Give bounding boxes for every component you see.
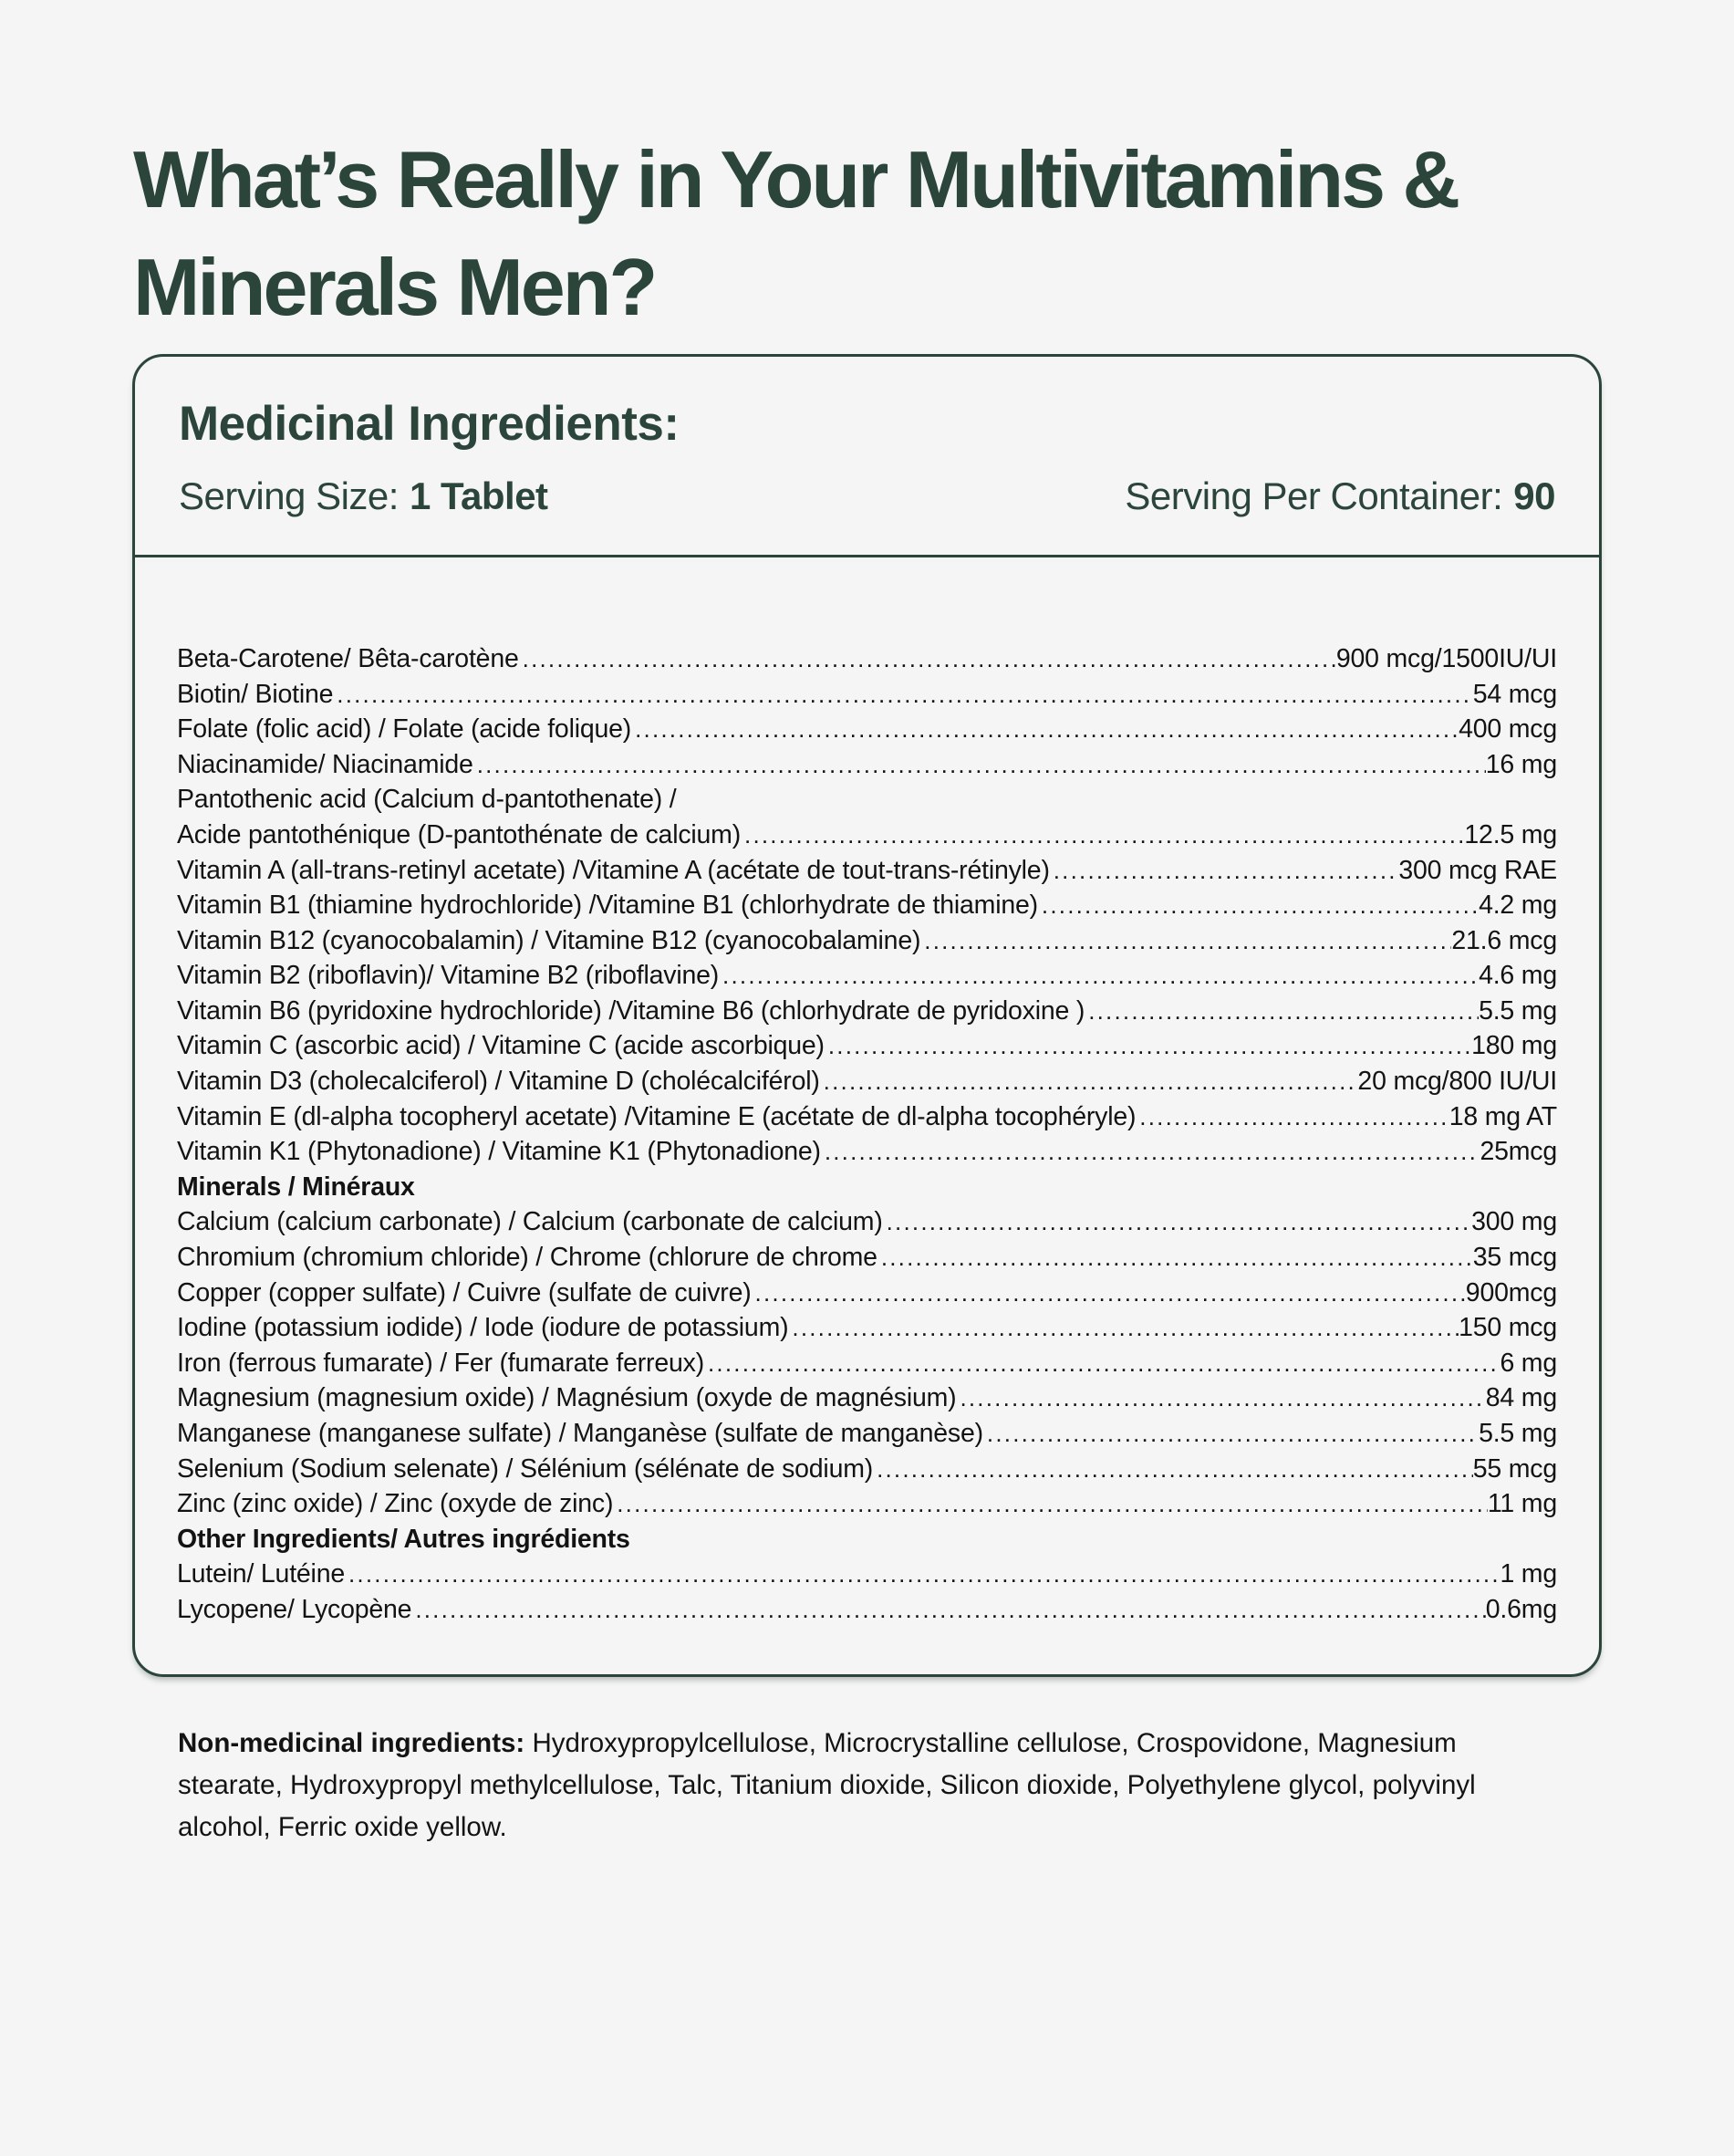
ingredient-row (177, 958, 1557, 994)
ingredient-row (177, 853, 1557, 889)
dot-leader (345, 1557, 1500, 1592)
ingredient-label: Pantothenic acid (Calcium d-pantothenate) / (177, 785, 677, 815)
dot-leader (877, 1240, 1473, 1276)
ingredient-label: Vitamin A (all-trans-retinyl acetate) /Vitamine A (acétate de tout-trans-rétinyle) (177, 855, 1050, 885)
dot-leader (920, 923, 1451, 959)
ingredient-row (177, 923, 1557, 959)
ingredient-label: Other Ingredients/ Autres ingrédients (177, 1524, 630, 1554)
dot-leader (820, 1064, 1358, 1099)
ingredient-value: 18 mg AT (1448, 1101, 1557, 1131)
ingredient-value: 180 mg (1471, 1031, 1557, 1061)
ingredient-value: 54 mcg (1472, 679, 1557, 709)
ingredient-row (177, 1346, 1557, 1381)
dot-leader (873, 1452, 1473, 1487)
medicinal-ingredients-panel (132, 354, 1602, 1677)
ingredient-row (177, 1276, 1557, 1311)
dot-leader (825, 1028, 1471, 1064)
ingredient-label: Lycopene/ Lycopène (177, 1594, 412, 1624)
ingredient-value: 25mcg (1480, 1137, 1557, 1167)
panel-header (135, 357, 1599, 518)
ingredient-row (177, 641, 1557, 677)
ingredient-label: Beta-Carotene/ Bêta-carotène (177, 643, 519, 673)
ingredient-row (177, 747, 1557, 783)
ingredient-row (177, 888, 1557, 923)
dot-leader (741, 818, 1464, 853)
page-title-line1: What’s Really in Your Multivitamins & (133, 134, 1459, 224)
ingredient-value: 16 mg (1485, 749, 1557, 779)
ingredient-value: 4.6 mg (1479, 961, 1557, 991)
dot-leader (983, 1416, 1479, 1452)
dot-leader (411, 1592, 1485, 1628)
dot-leader (1085, 994, 1479, 1029)
dot-leader (883, 1204, 1472, 1240)
ingredient-row (177, 1204, 1557, 1240)
dot-leader (333, 677, 1472, 713)
ingredient-value: 84 mg (1485, 1383, 1557, 1413)
ingredient-label: Copper (copper sulfate) / Cuivre (sulfate de cuivre) (177, 1277, 752, 1307)
ingredient-label: Acide pantothénique (D-pantothénate de calcium) (177, 819, 742, 849)
dot-leader (752, 1276, 1466, 1311)
ingredient-list (135, 557, 1599, 1628)
ingredient-row (177, 994, 1557, 1029)
ingredient-value: 900mcg (1465, 1277, 1557, 1307)
ingredient-row (177, 1557, 1557, 1592)
ingredient-label: Vitamin K1 (Phytonadione) / Vitamine K1 (Phytonadione) (177, 1137, 821, 1167)
serving-per-container-label: Serving Per Container: (1125, 474, 1503, 517)
panel-heading: Medicinal Ingredients: (179, 397, 680, 451)
serving-per-container-value: 90 (1513, 474, 1555, 517)
ingredient-value: 0.6mg (1485, 1594, 1557, 1624)
ingredient-row (177, 1064, 1557, 1099)
ingredient-value: 5.5 mg (1479, 995, 1557, 1026)
ingredient-label: Vitamin B12 (cyanocobalamin) / Vitamine B12 (cyanocobalamine) (177, 925, 921, 955)
ingredient-row (177, 1028, 1557, 1064)
ingredient-label: Iron (ferrous fumarate) / Fer (fumarate ferreux) (177, 1348, 704, 1378)
ingredient-value: 5.5 mg (1479, 1419, 1557, 1448)
ingredient-value: 300 mg (1471, 1207, 1557, 1237)
page-title-line2: Minerals Men? (133, 242, 656, 332)
ingredient-row (177, 1099, 1557, 1135)
ingredient-label: Zinc (zinc oxide) / Zinc (oxyde de zinc) (177, 1489, 614, 1519)
ingredient-row (177, 1310, 1557, 1346)
ingredient-row (177, 1452, 1557, 1487)
ingredient-row (177, 677, 1557, 713)
ingredient-label: Minerals / Minéraux (177, 1172, 415, 1202)
ingredient-value: 55 mcg (1472, 1453, 1557, 1484)
ingredient-row (177, 1134, 1557, 1170)
ingredient-label: Selenium (Sodium selenate) / Sélénium (sélénate de sodium) (177, 1453, 874, 1484)
dot-leader (613, 1486, 1488, 1522)
ingredient-row (177, 712, 1557, 747)
dot-leader (631, 712, 1459, 747)
serving-size (179, 474, 548, 518)
ingredient-label: Manganese (manganese sulfate) / Manganèse (sulfate de manganèse) (177, 1419, 983, 1448)
ingredient-row (177, 782, 1557, 818)
page-title (133, 126, 1458, 341)
serving-per-container (1125, 474, 1555, 518)
non-medicinal-ingredients (178, 1723, 1564, 1849)
dot-leader (956, 1380, 1485, 1416)
ingredient-value: 400 mcg (1459, 714, 1557, 745)
ingredient-value: 35 mcg (1472, 1243, 1557, 1273)
ingredient-row (177, 1592, 1557, 1628)
ingredient-group-header (177, 1522, 1557, 1557)
ingredient-row (177, 1380, 1557, 1416)
ingredient-value: 150 mcg (1459, 1313, 1557, 1343)
ingredient-value: 900 mcg/1500IU/UI (1335, 643, 1557, 673)
ingredient-group-header (177, 1170, 1557, 1205)
dot-leader (719, 958, 1479, 994)
non-medicinal-label: Non-medicinal ingredients: (178, 1728, 525, 1758)
ingredient-row (177, 1240, 1557, 1276)
ingredient-label: Vitamin B1 (thiamine hydrochloride) /Vitamine B1 (chlorhydrate de thiamine) (177, 891, 1038, 921)
dot-leader (1050, 853, 1399, 889)
dot-leader (519, 641, 1336, 677)
dot-leader (473, 747, 1486, 783)
ingredient-label: Vitamin C (ascorbic acid) / Vitamine C (acide ascorbique) (177, 1031, 825, 1061)
serving-row (179, 474, 1555, 518)
ingredient-label: Chromium (chromium chloride) / Chrome (chlorure de chrome (177, 1243, 877, 1273)
ingredient-label: Niacinamide/ Niacinamide (177, 749, 473, 779)
ingredient-row (177, 1486, 1557, 1522)
ingredient-row (177, 1416, 1557, 1452)
ingredient-label: Folate (folic acid) / Folate (acide folique) (177, 714, 632, 745)
ingredient-value: 4.2 mg (1479, 891, 1557, 921)
ingredient-value: 21.6 mcg (1451, 925, 1557, 955)
ingredient-value: 300 mcg RAE (1398, 855, 1557, 885)
ingredient-value: 20 mcg/800 IU/UI (1357, 1067, 1557, 1097)
ingredient-row (177, 818, 1557, 853)
ingredient-label: Vitamin E (dl-alpha tocopheryl acetate) /Vitamine E (acétate de dl-alpha tocophéryle) (177, 1101, 1137, 1131)
dot-leader (821, 1134, 1480, 1170)
ingredient-value: 11 mg (1487, 1489, 1557, 1519)
ingredient-label: Iodine (potassium iodide) / Iode (iodure de potassium) (177, 1313, 789, 1343)
ingredient-label: Magnesium (magnesium oxide) / Magnésium (oxyde de magnésium) (177, 1383, 957, 1413)
ingredient-label: Vitamin D3 (cholecalciferol) / Vitamine D (cholécalciférol) (177, 1067, 820, 1097)
ingredient-value: 6 mg (1500, 1348, 1557, 1378)
ingredient-label: Vitamin B6 (pyridoxine hydrochloride) /Vitamine B6 (chlorhydrate de pyridoxine ) (177, 995, 1085, 1026)
serving-size-label: Serving Size: (179, 474, 399, 517)
ingredient-label: Vitamin B2 (riboflavin)/ Vitamine B2 (riboflavine) (177, 961, 720, 991)
ingredient-label: Biotin/ Biotine (177, 679, 334, 709)
non-medicinal-text: Hydroxypropylcellulose, Microcrystalline cellulose, Crospovidone, Magnesium stearate, Hydroxypropyl methylcellulose, Talc, Titanium dioxide, Silicon dioxide, Polyethylene glycol, polyvinyl alcohol, Ferric oxide yellow. (178, 1728, 1476, 1842)
dot-leader (788, 1310, 1459, 1346)
ingredient-value: 1 mg (1500, 1559, 1557, 1589)
ingredient-value: 12.5 mg (1464, 819, 1557, 849)
ingredient-label: Calcium (calcium carbonate) / Calcium (carbonate de calcium) (177, 1207, 883, 1237)
serving-size-value: 1 Tablet (409, 474, 548, 517)
dot-leader (704, 1346, 1500, 1381)
dot-leader (1136, 1099, 1448, 1135)
ingredient-label: Lutein/ Lutéine (177, 1559, 345, 1589)
dot-leader (1038, 888, 1479, 923)
